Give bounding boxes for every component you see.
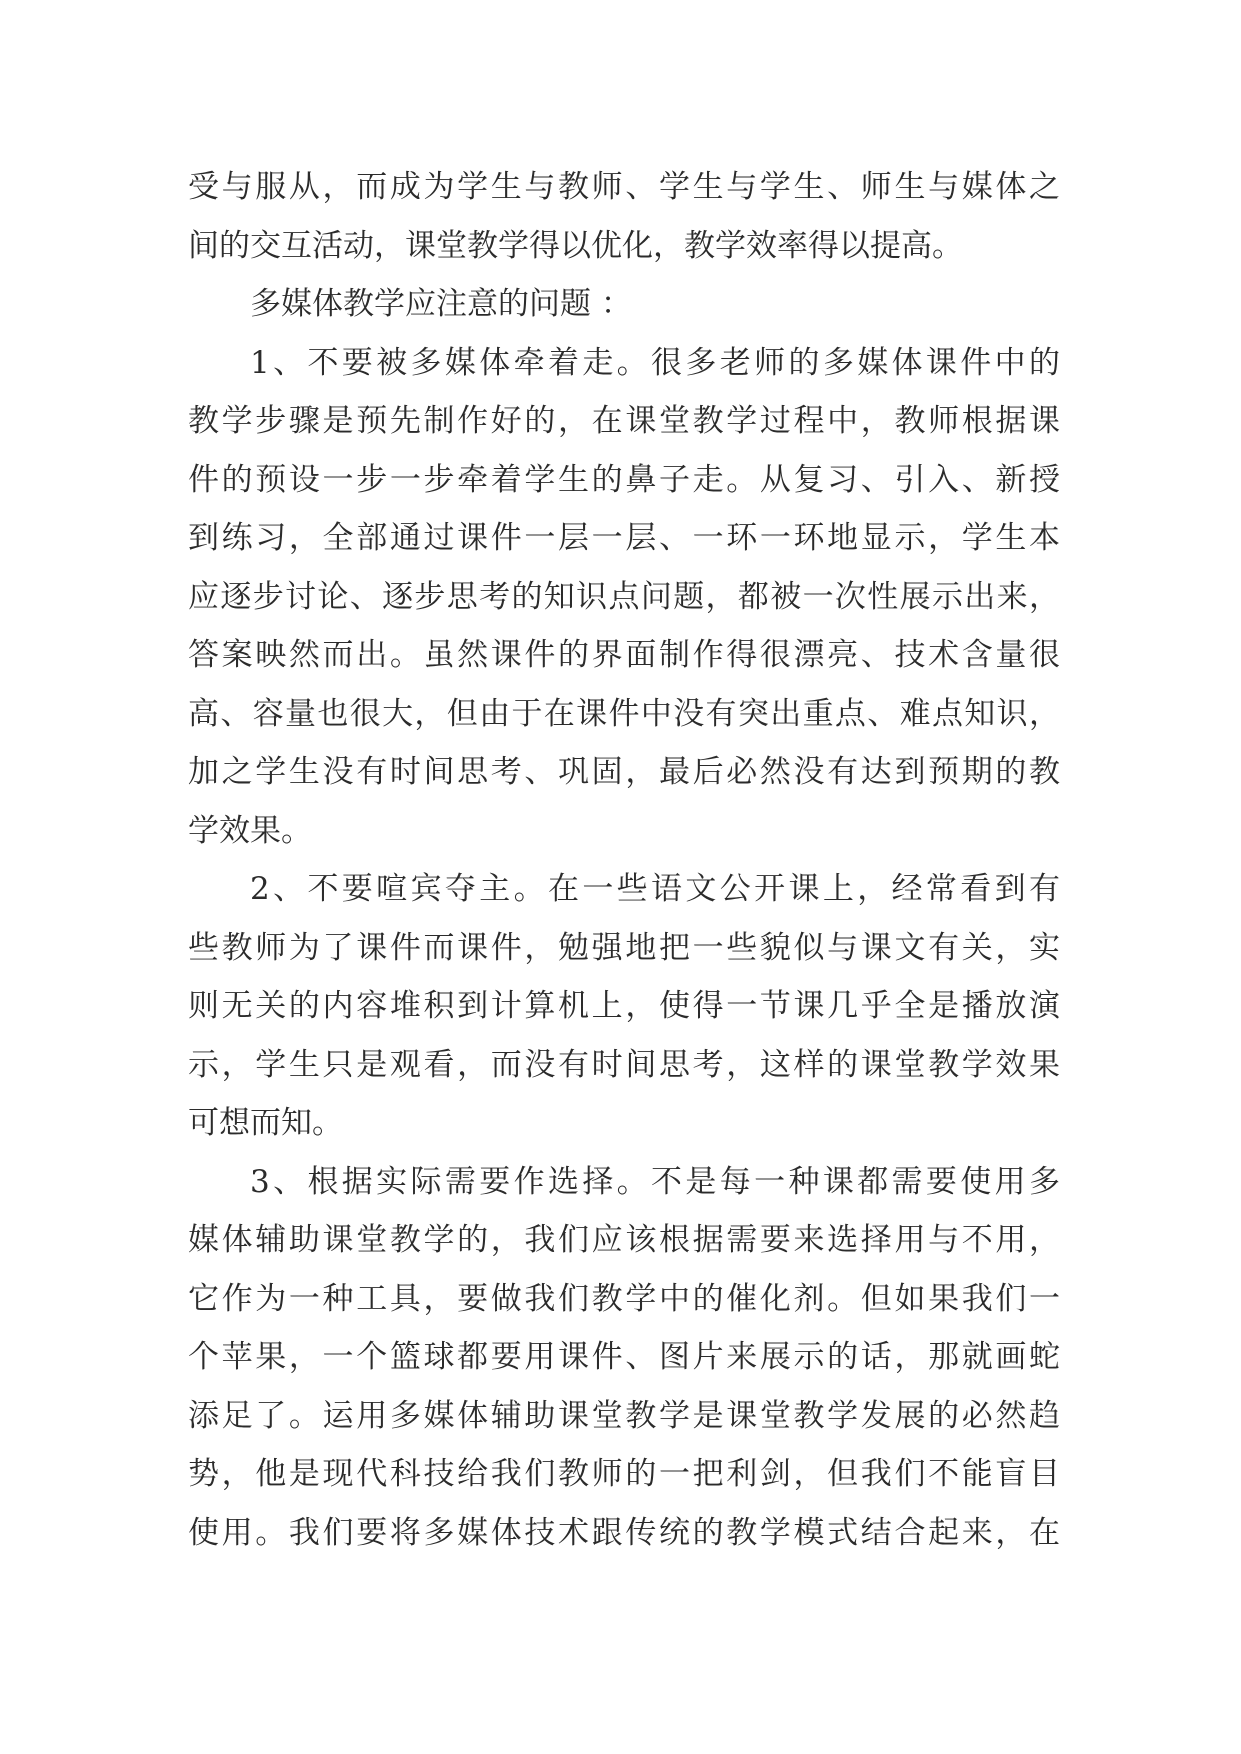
paragraph-1-line: 应逐步讨论、逐步思考的知识点问题，都被一次性展示出来， [188, 578, 1060, 615]
document-body [188, 158, 1060, 1562]
paragraph-1-line: 到练习，全部通过课件一层一层、一环一环地显示，学生本 [188, 520, 1060, 556]
paragraph-3-line: 媒体辅助课堂教学的，我们应该根据需要来选择用与不用， [188, 1222, 1060, 1258]
paragraph-1-line: 学效果。 [188, 812, 312, 849]
paragraph-1-line: 件的预设一步一步牵着学生的鼻子走。从复习、引入、新授 [188, 461, 1060, 498]
section-heading: 多媒体教学应注意的问题 ： [250, 286, 632, 322]
paragraph-3-line: 势，他是现代科技给我们教师的一把利剑，但我们不能盲目 [188, 1456, 1060, 1492]
paragraph-1-line: 高、容量也很大，但由于在课件中没有突出重点、难点知识， [188, 695, 1060, 732]
text-line: 间的交互活动，课堂教学得以优化，教学效率得以提高。 [188, 227, 963, 264]
paragraph-3-line: 添足了。运用多媒体辅助课堂教学是课堂教学发展的必然趋 [188, 1397, 1060, 1434]
paragraph-3-line: 个苹果，一个篮球都要用课件、图片来展示的话，那就画蛇 [188, 1339, 1060, 1375]
paragraph-2-line: 可想而知。 [188, 1105, 343, 1141]
paragraph-2-line: 2、不要喧宾夺主。在一些语文公开课上，经常看到有 [250, 871, 1060, 907]
paragraph-3-line: 3、根据实际需要作选择。不是每一种课都需要使用多 [250, 1163, 1060, 1200]
paragraph-1-line: 加之学生没有时间思考、巩固，最后必然没有达到预期的教 [188, 754, 1060, 790]
paragraph-2-line: 则无关的内容堆积到计算机上，使得一节课几乎全是播放演 [188, 988, 1060, 1024]
text-line: 受与服从，而成为学生与教师、学生与学生、师生与媒体之 [188, 169, 1060, 205]
paragraph-1-line: 1、不要被多媒体牵着走。很多老师的多媒体课件中的 [250, 344, 1060, 381]
paragraph-2-line: 些教师为了课件而课件，勉强地把一些貌似与课文有关，实 [188, 929, 1060, 966]
paragraph-3-line: 它作为一种工具，要做我们教学中的催化剂。但如果我们一 [188, 1280, 1060, 1317]
paragraph-1-line: 答案映然而出。虽然课件的界面制作得很漂亮、技术含量很 [188, 637, 1060, 673]
paragraph-3-line: 使用。我们要将多媒体技术跟传统的教学模式结合起来，在 [188, 1514, 1060, 1551]
paragraph-1-line: 教学步骤是预先制作好的，在课堂教学过程中，教师根据课 [188, 403, 1060, 439]
paragraph-2-line: 示，学生只是观看，而没有时间思考，这样的课堂教学效果 [188, 1046, 1060, 1083]
